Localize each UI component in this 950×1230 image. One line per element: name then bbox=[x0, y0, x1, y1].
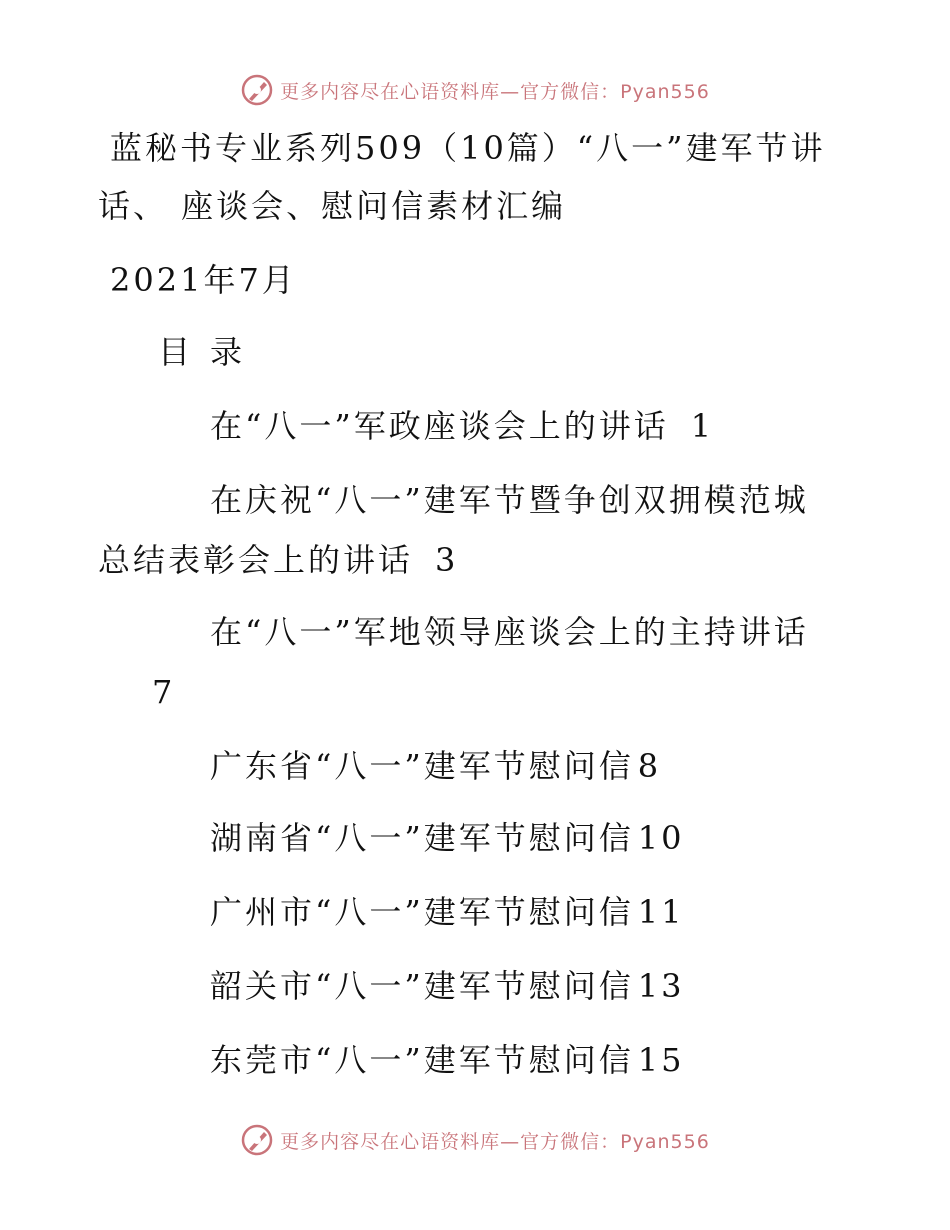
toc-entry-title: 广州市“八一”建军节慰问信 bbox=[210, 893, 634, 931]
toc-entry-continued[interactable] bbox=[98, 540, 458, 580]
toc-entry-page: 3 bbox=[435, 541, 459, 579]
quill-circle-icon bbox=[240, 73, 274, 107]
toc-heading: 目录 bbox=[158, 333, 263, 371]
toc-entry[interactable] bbox=[210, 746, 661, 786]
watermark-text: 更多内容尽在心语资料库—官方微信：Pyan556 bbox=[280, 1130, 710, 1153]
toc-entry-title: 在“八一”军地领导座谈会上的主持讲话 bbox=[210, 613, 809, 651]
header-watermark bbox=[0, 70, 950, 110]
toc-entry[interactable] bbox=[210, 892, 684, 932]
toc-entry[interactable] bbox=[210, 406, 714, 446]
toc-entry[interactable] bbox=[210, 480, 809, 520]
toc-entry-page: 10 bbox=[637, 819, 685, 857]
toc-entry[interactable] bbox=[210, 818, 684, 858]
toc-entry-continued[interactable] bbox=[152, 672, 175, 712]
toc-entry-title: 总结表彰会上的讲话 bbox=[98, 541, 414, 579]
document-title-line-1: 蓝秘书专业系列509（10篇）“八一”建军节讲 bbox=[110, 129, 826, 167]
toc-entry-title: 在庆祝“八一”建军节暨争创双拥模范城 bbox=[210, 481, 809, 519]
toc-entry-page: 8 bbox=[637, 747, 662, 785]
toc-entry-page: 7 bbox=[152, 673, 176, 711]
document-date: 2021年7月 bbox=[110, 261, 297, 299]
toc-entry-title: 东莞市“八一”建军节慰问信 bbox=[210, 1041, 634, 1079]
toc-entry-page: 13 bbox=[637, 967, 685, 1005]
watermark-text: 更多内容尽在心语资料库—官方微信：Pyan556 bbox=[280, 80, 710, 103]
toc-entry[interactable] bbox=[210, 612, 809, 652]
toc-entry[interactable] bbox=[210, 966, 684, 1006]
toc-entry-title: 湖南省“八一”建军节慰问信 bbox=[210, 819, 634, 857]
toc-entry-page: 1 bbox=[690, 407, 715, 445]
toc-entry[interactable] bbox=[210, 1040, 684, 1080]
footer-watermark bbox=[0, 1120, 950, 1160]
toc-entry-title: 广东省“八一”建军节慰问信 bbox=[210, 747, 634, 785]
toc-entry-page: 15 bbox=[637, 1041, 685, 1079]
toc-entry-page: 11 bbox=[637, 893, 685, 931]
quill-circle-icon bbox=[240, 1123, 274, 1157]
toc-entry-title: 在“八一”军政座谈会上的讲话 bbox=[210, 407, 669, 445]
toc-entry-title: 韶关市“八一”建军节慰问信 bbox=[210, 967, 634, 1005]
document-title-line-2: 话、 座谈会、慰问信素材汇编 bbox=[98, 187, 567, 225]
